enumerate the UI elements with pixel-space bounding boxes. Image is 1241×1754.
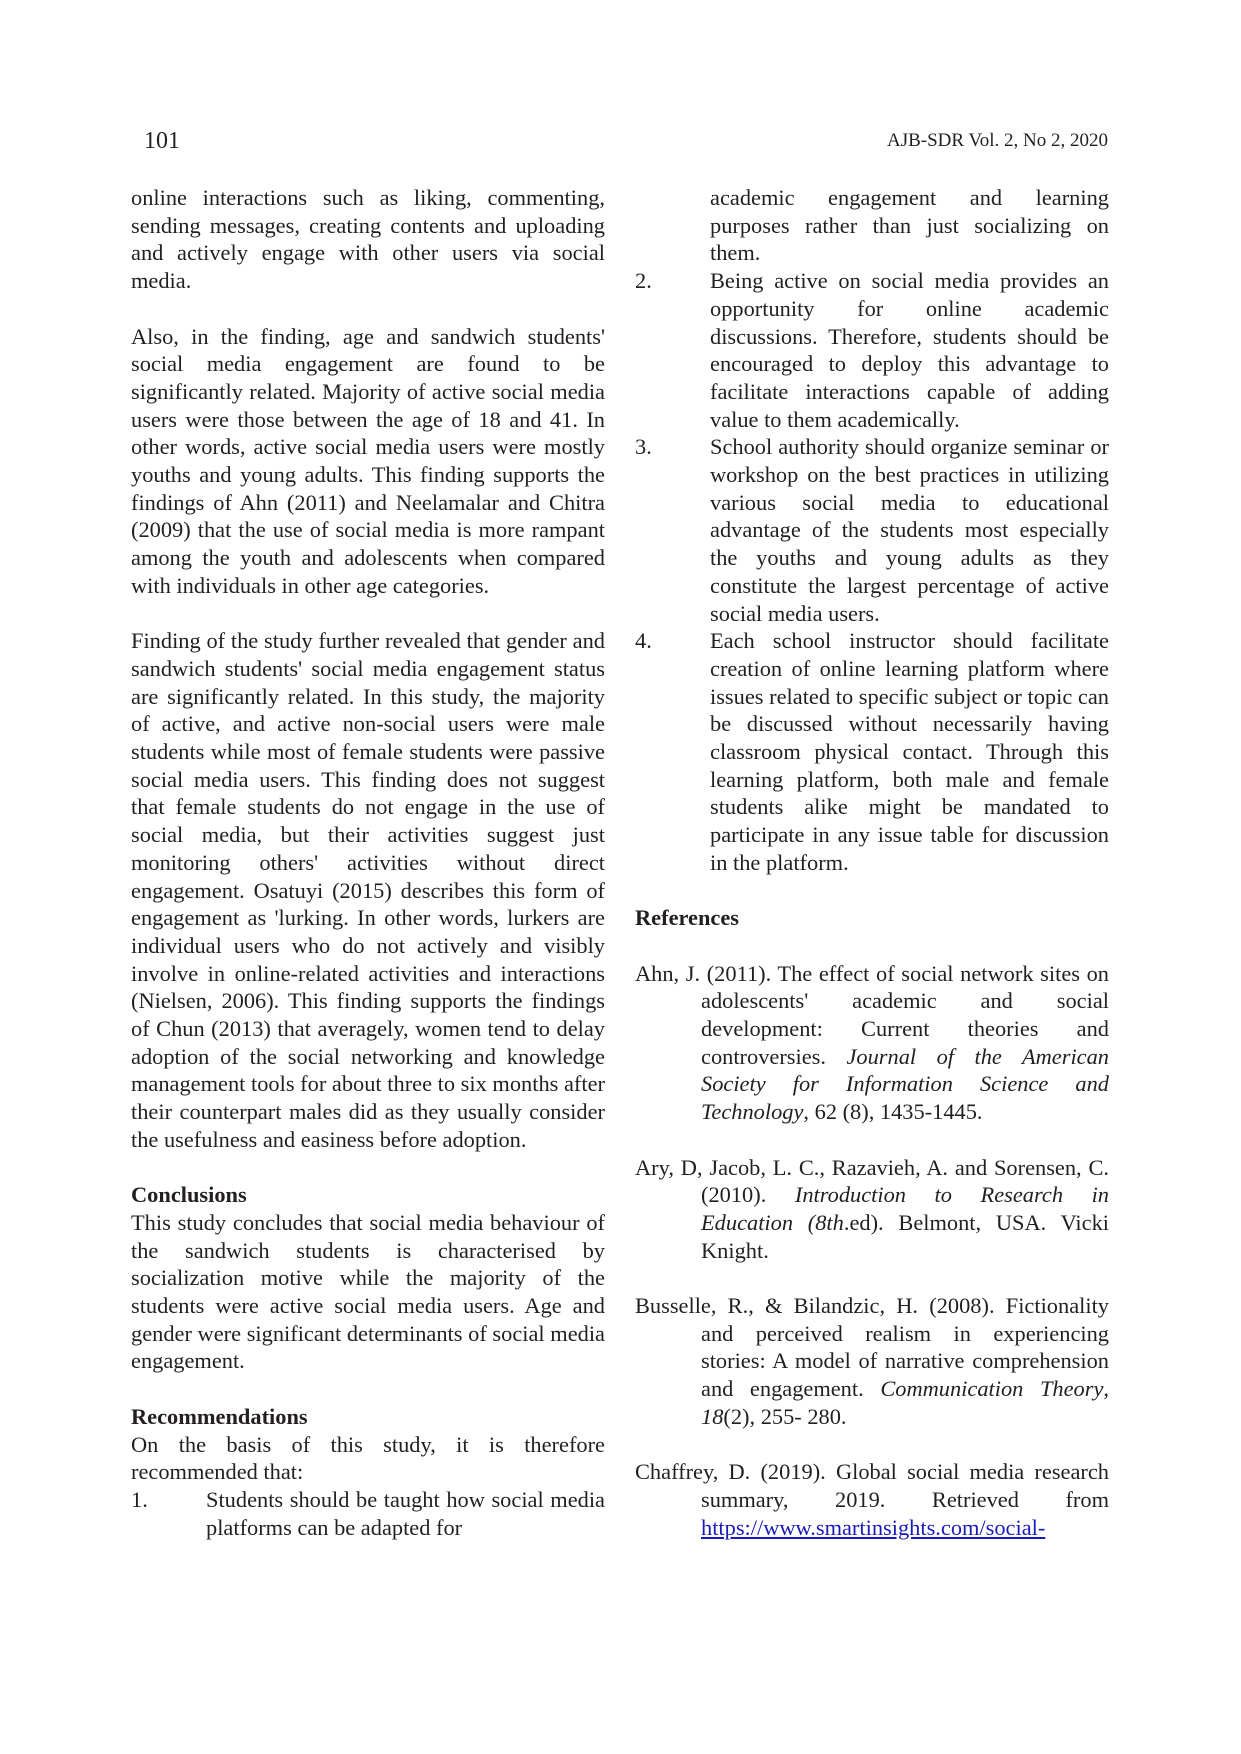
reference-volume: 18 [701,1403,724,1429]
list-number: 4. [635,628,652,654]
section-heading-conclusions: Conclusions [131,1182,247,1208]
reference-text: Busselle, R., & Bilandzic, H. (2008). Fictionality and perceived realism in experiencing stories: A model of narrative comprehension and engagement. [635,1293,1109,1402]
recommendation-text: Students should be taught how social media platforms can be adapted for [206,1486,605,1540]
recommendation-continuation: academic engagement and learning purposes rather than just socializing on them. [710,185,1109,266]
list-number: 1. [131,1486,148,1512]
reference-text: .ed). Belmont, USA. Vicki Knight. [701,1209,1109,1263]
reference-entry [635,1292,1109,1431]
recommendation-item [635,267,1109,433]
reference-url-link[interactable]: https://www.smartinsights.com/social- [701,1514,1046,1540]
body-paragraph: Also, in the finding, age and sandwich students' social media engagement are found to be significantly related. Majority of active social media users were those between the age of 18 and 41. In other words, active social media users were mostly youths and young adults. This finding supports the findings of Ahn (2011) and Neelamalar and Chitra (2009) that the use of social media is more rampant among the youth and adolescents when compared with individuals in other age categories. [131,323,605,598]
reference-text: , [1103,1376,1110,1402]
reference-text: Ahn, J. (2011). The effect of social network sites on adolescents' academic and social development: Current theories and controversies. [635,960,1109,1069]
section-heading-references: References [635,905,740,931]
reference-title: Introduction to Research in Education (8th [701,1182,1110,1235]
section-heading-recommendations: Recommendations [131,1403,308,1429]
recommendation-text: Being active on social media provides an opportunity for online academic discussions. Therefore, students should be encouraged to deploy this advantage to facilitate interactions capable of adding value to them academically. [710,268,1109,432]
journal-header: AJB-SDR Vol. 2, No 2, 2020 [886,130,1108,151]
reference-entry [635,1154,1109,1265]
reference-text: , 62 (8), 1435-1445. [803,1099,983,1125]
body-paragraph: online interactions such as liking, commenting, sending messages, creating contents and uploading and actively engage with other users via social media. [131,185,605,294]
right-column [635,184,1109,1541]
reference-text: Chaffrey, D. (2019). Global social media research summary, 2019. Retrieved from [635,1459,1109,1512]
reference-text: (2), 255- 280. [723,1403,847,1429]
recommendation-item [635,433,1109,627]
list-number: 2. [635,268,652,294]
reference-entry [635,1458,1109,1541]
reference-journal: Communication Theory [880,1376,1104,1402]
reference-journal: Journal of the American Society for Information Science and Technology [701,1043,1109,1125]
conclusions-text: This study concludes that social media behaviour of the sandwich students is characterised by socialization motive while the majority of the students were active social media users. Age and gender were significant determinants of social media engagement. [131,1209,605,1374]
recommendation-item [131,1486,605,1541]
left-column [131,184,605,1541]
reference-text: Ary, D, Jacob, L. C., Razavieh, A. and Sorensen, C. (2010). [635,1154,1109,1208]
recommendations-intro: On the basis of this study, it is therefore recommended that: [131,1431,605,1485]
list-number: 3. [635,434,652,460]
recommendation-text: Each school instructor should facilitate creation of online learning platform where issues related to specific subject or topic can be discussed without necessarily having classroom physical contact. Through this learning platform, both male and female students alike might be mandated to participate in any issue table for discussion in the platform. [710,628,1109,875]
page-number: 101 [144,128,180,154]
body-paragraph: Finding of the study further revealed that gender and sandwich students' social media engagement status are significantly related. In this study, the majority of active, and active non-social users were male students while most of female students were passive social media users. This finding does not suggest that female students do not engage in the use of social media, but their activities suggest just monitoring others' activities without direct engagement. Osatuyi (2015) describes this form of engagement as 'lurking. In other words, lurkers are individual users who do not actively and visibly involve in online-related activities and interactions (Nielsen, 2006). This finding supports the findings of Chun (2013) that averagely, women tend to delay adoption of the social networking and knowledge management tools for about three to six months after their counterpart males did as they usually consider the usefulness and easiness before adoption. [131,628,605,1152]
recommendation-item [635,627,1109,876]
recommendation-text: School authority should organize seminar or workshop on the best practices in utilizing various social media to educational advantage of the students most especially the youths and young adults as they constitute the largest percentage of active social media users. [710,434,1109,626]
reference-entry [635,960,1109,1126]
